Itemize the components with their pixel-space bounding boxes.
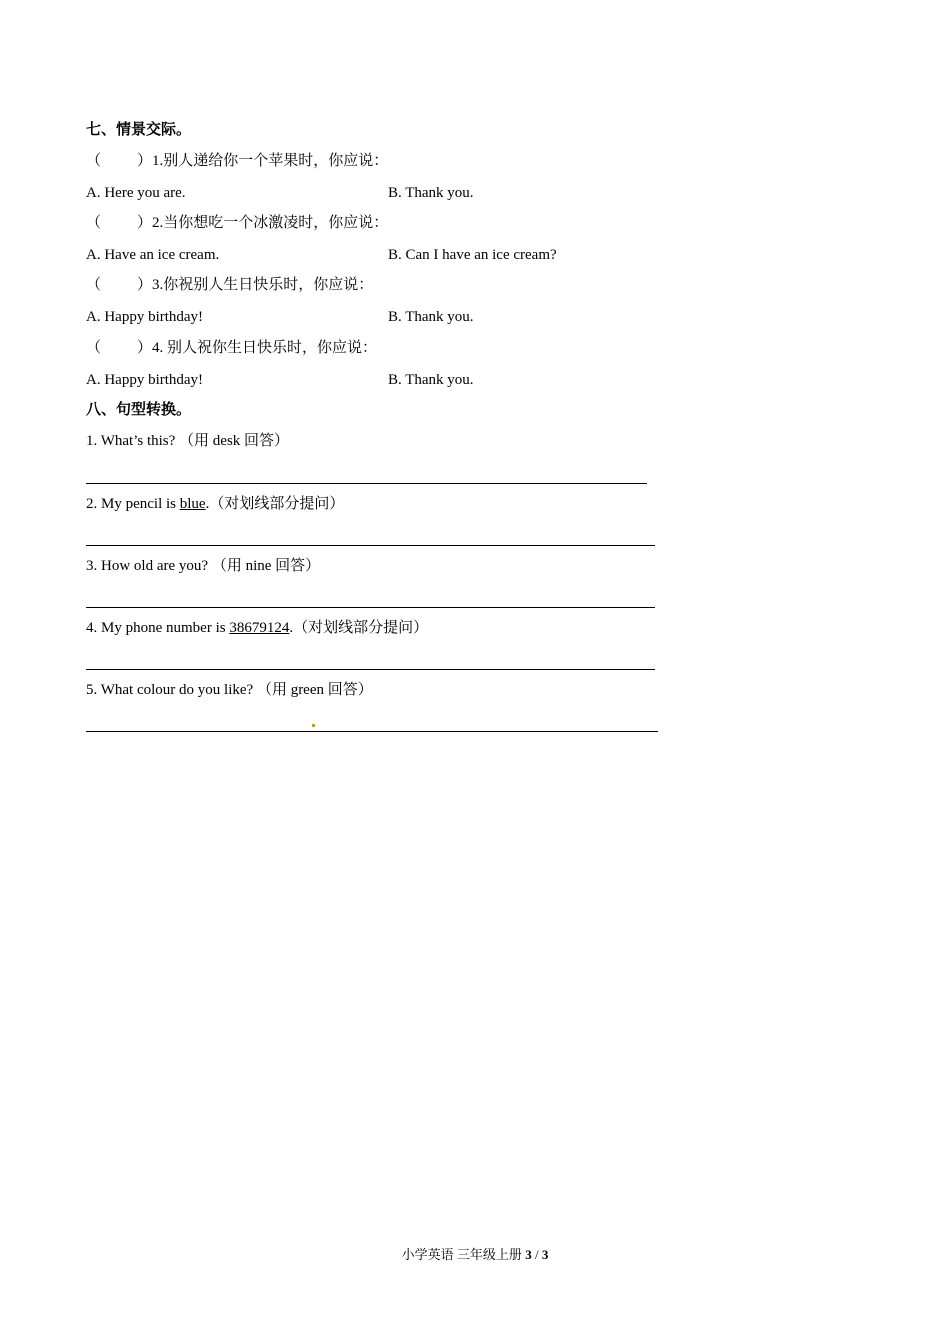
- prompt-text: 1.别人递给你一个苹果时，你应说：: [152, 153, 389, 169]
- prompt-text: 4. 别人祝你生日快乐时，你应说：: [152, 340, 378, 356]
- item-text-end: .: [289, 620, 294, 636]
- question-4-option-b: B. Thank you.: [388, 372, 474, 388]
- question-1-option-a: A. Here you are.: [86, 185, 186, 201]
- question-2-option-b: B. Can I have an ice cream?: [388, 247, 557, 263]
- question-3-option-b: B. Thank you.: [388, 309, 474, 325]
- item-text: 3. How old are you?: [86, 558, 212, 574]
- footer-page-number: 3: [525, 1247, 532, 1262]
- item-hint: （对划线部分提问）: [209, 496, 345, 512]
- answer-line-5[interactable]: [86, 731, 658, 732]
- item-hint: （对划线部分提问）: [293, 620, 429, 636]
- paren-close: ）: [137, 215, 153, 231]
- paren-open: （: [86, 153, 102, 169]
- answer-line-2[interactable]: [86, 545, 655, 546]
- prompt-text: 2.当你想吃一个冰激凌时，你应说：: [152, 215, 389, 231]
- prompt-text: 3.你祝别人生日快乐时，你应说：: [152, 277, 374, 293]
- question-3-prompt: [86, 275, 373, 295]
- transform-item-5: [86, 680, 373, 700]
- transform-item-1: [86, 431, 289, 451]
- underlined-number: 38679124: [229, 620, 290, 636]
- footer-subject: 小学英语 三年级上册: [401, 1247, 526, 1262]
- item-text-end: .: [205, 496, 210, 512]
- paren-close: ）: [137, 277, 153, 293]
- answer-line-3[interactable]: [86, 607, 655, 608]
- paren-open: （: [86, 215, 102, 231]
- transform-item-3: [86, 556, 320, 576]
- answer-line-1[interactable]: [86, 483, 647, 484]
- paren-open: （: [86, 277, 102, 293]
- section-8-title: 八、句型转换。: [86, 402, 192, 418]
- paren-close: ）: [137, 153, 153, 169]
- item-text: 1. What’s this?: [86, 433, 180, 449]
- item-hint: （用 green 回答）: [256, 682, 373, 698]
- question-2-option-a: A. Have an ice cream.: [86, 247, 220, 263]
- question-4-option-a: A. Happy birthday!: [86, 372, 204, 388]
- question-1-prompt: [86, 151, 388, 171]
- item-text: 4. My phone number is: [86, 620, 230, 636]
- answer-line-4[interactable]: [86, 669, 655, 670]
- transform-item-4: [86, 618, 428, 638]
- question-2-prompt: [86, 213, 388, 233]
- page-footer: [0, 1246, 950, 1264]
- paren-close: ）: [137, 340, 153, 356]
- footer-page-total: 3: [541, 1247, 549, 1262]
- transform-item-2: [86, 494, 344, 514]
- item-text: 5. What colour do you like?: [86, 682, 257, 698]
- underlined-word: blue: [179, 496, 206, 512]
- question-3-option-a: A. Happy birthday!: [86, 309, 204, 325]
- item-hint: （用 nine 回答）: [211, 558, 321, 574]
- paren-open: （: [86, 340, 102, 356]
- item-text: 2. My pencil is: [86, 496, 180, 512]
- cursor-marker-icon: [312, 724, 315, 727]
- footer-separator: /: [531, 1247, 542, 1262]
- question-1-option-b: B. Thank you.: [388, 185, 474, 201]
- section-7-title: 七、情景交际。: [86, 122, 192, 138]
- item-hint: （用 desk 回答）: [179, 433, 290, 449]
- question-4-prompt: [86, 338, 377, 358]
